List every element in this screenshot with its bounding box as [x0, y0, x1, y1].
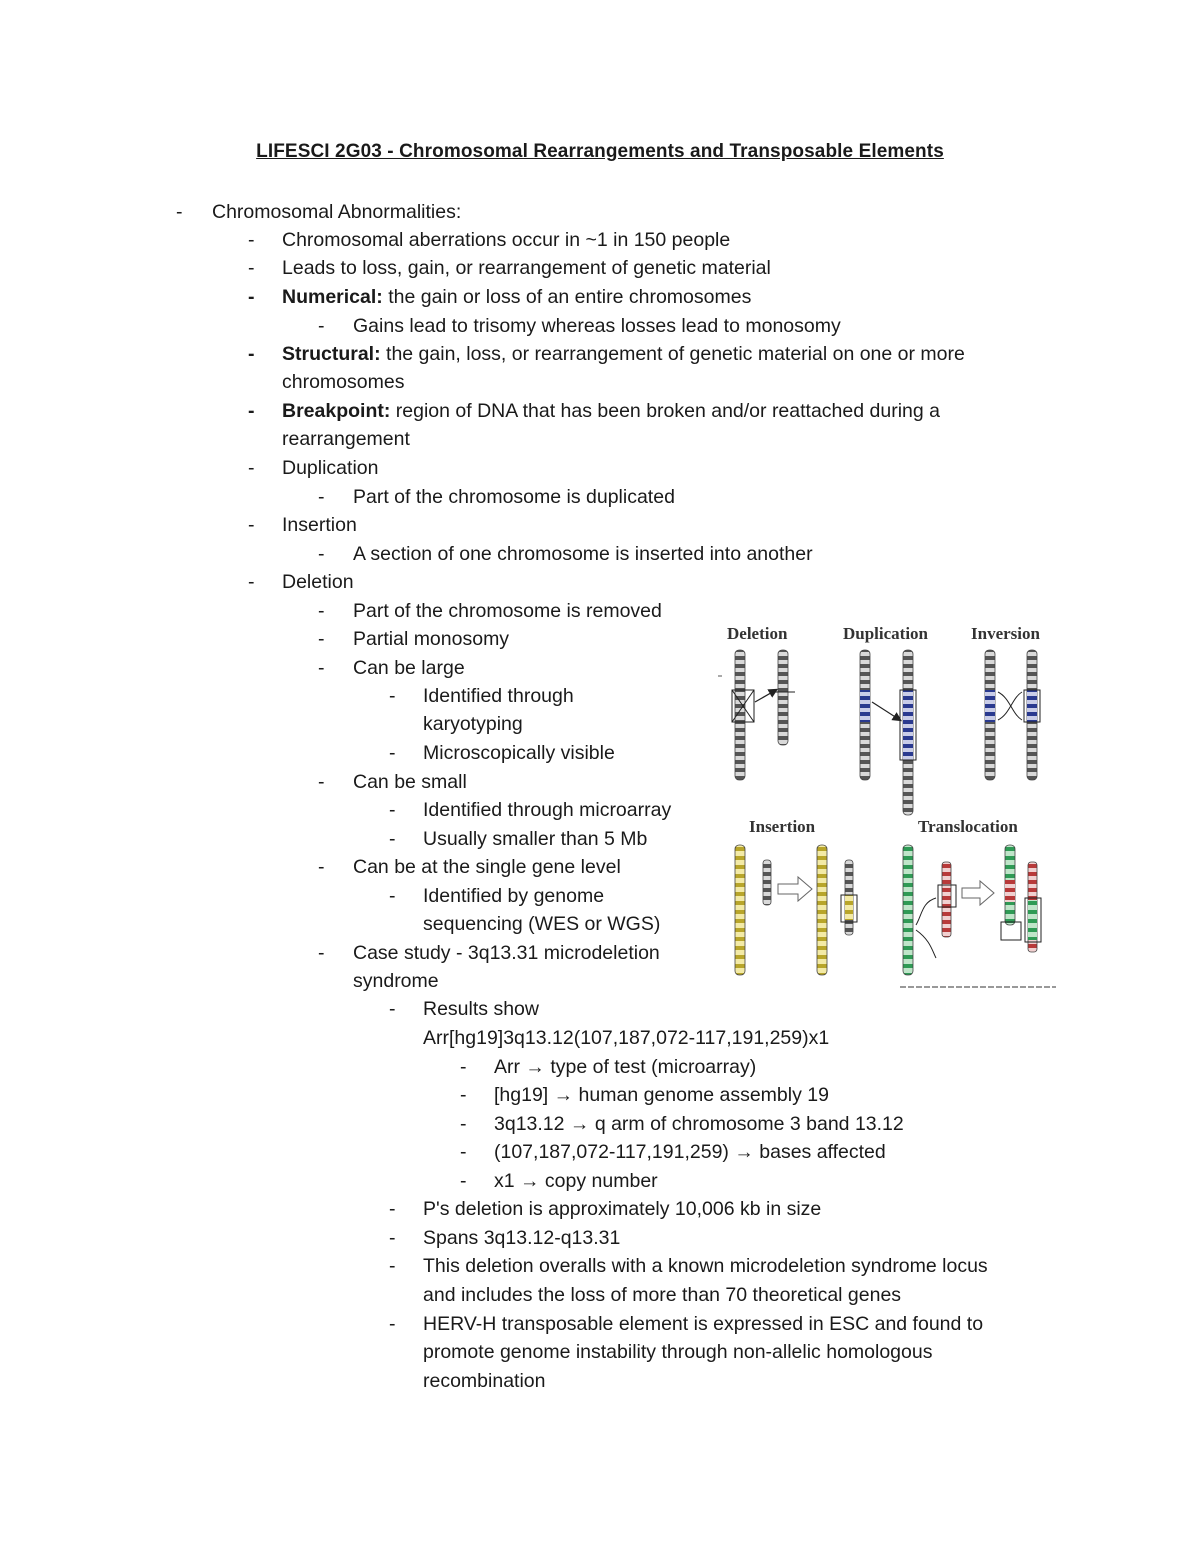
translocation-diagram — [900, 845, 1056, 987]
figure-label-inversion: Inversion — [971, 624, 1040, 643]
list-item-continuation: recombination — [423, 1370, 546, 1392]
duplication-diagram — [860, 650, 916, 815]
list-item-continuation: sequencing (WES or WGS) — [423, 913, 661, 935]
figure-label-insertion: Insertion — [749, 817, 816, 836]
figure-label-duplication: Duplication — [843, 624, 929, 643]
list-item-continuation: karyotyping — [423, 713, 523, 735]
list-item-continuation: promote genome instability through non-allelic homologous — [423, 1341, 933, 1363]
list-item-continuation: rearrangement — [282, 428, 410, 450]
term-numerical: Numerical: — [282, 286, 383, 308]
list-item-continuation: Arr[hg19]3q13.12(107,187,072-117,191,259)x1 — [423, 1027, 830, 1049]
insertion-diagram — [735, 845, 857, 975]
chromosome-diagrams — [700, 640, 1080, 1000]
inversion-diagram — [985, 650, 1040, 780]
term-breakpoint: Breakpoint: — [282, 400, 391, 422]
list-item-continuation: and includes the loss of more than 70 theoretical genes — [423, 1284, 902, 1306]
figure-label-deletion: Deletion — [727, 624, 788, 643]
list-item-continuation: syndrome — [353, 970, 439, 992]
page-title: LIFESCI 2G03 - Chromosomal Rearrangements and Transposable Elements — [256, 141, 944, 162]
figure-label-translocation: Translocation — [918, 817, 1018, 836]
deletion-diagram — [718, 650, 795, 780]
list-item-continuation: chromosomes — [282, 371, 405, 393]
term-structural: Structural: — [282, 343, 381, 365]
